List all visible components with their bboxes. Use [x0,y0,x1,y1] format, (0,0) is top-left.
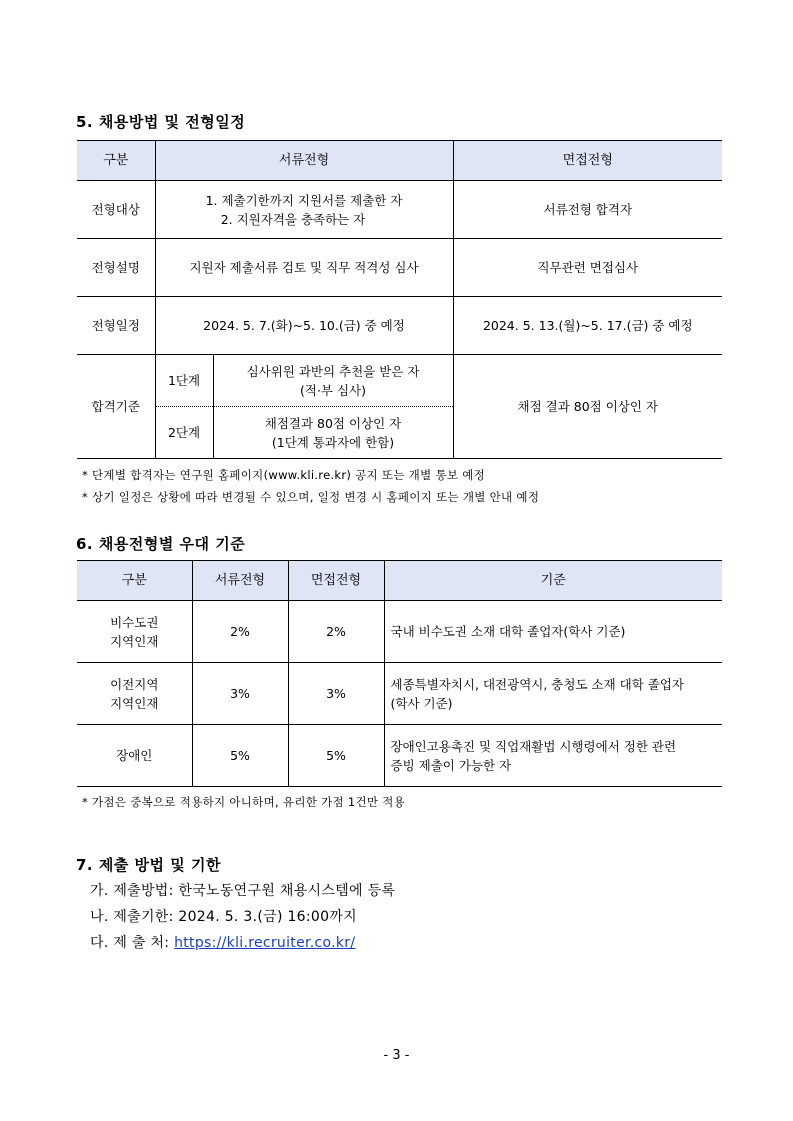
target-item-1: 1. 제출기한까지 지원서를 제출한 자 [205,192,403,208]
table-row [77,297,722,355]
note-2: * 상기 일정은 상황에 따라 변경될 수 있으며, 일정 변경 시 홈페이지 또는 개별 안내 예정 [82,490,540,504]
section-5-title: 5. 채용방법 및 전형일정 [76,113,246,131]
stage-1-line-2: (적·부 심사) [300,382,367,398]
row-label-line-1: 비수도권 [110,614,159,630]
stage-2-label: 2단계 [155,407,213,459]
stage-1-label: 1단계 [155,355,213,407]
table-row [77,663,722,725]
schedule-document-cell: 2024. 5. 7.(화)~5. 10.(금) 중 예정 [155,297,453,355]
header-document-screening: 서류전형 [155,141,453,181]
row-label-line-1: 이전지역 [110,676,159,692]
submission-place [90,932,355,952]
criteria-line-1: 장애인고용촉진 및 직업재활법 시행령에서 정한 관련 [390,738,677,754]
doc-bonus: 2% [192,601,288,663]
header-interview: 면접전형 [453,141,722,181]
target-interview-cell: 서류전형 합격자 [453,181,722,239]
criteria-cell [384,663,722,725]
submission-method: 가. 제출방법: 한국노동연구원 채용시스템에 등록 [90,883,396,899]
row-label [77,601,192,663]
row-label-line-1: 장애인 [116,748,153,763]
table-header-row [77,561,722,601]
table-row [77,355,722,407]
stage-2-criteria [213,407,453,459]
row-label [77,725,192,787]
row-label-criteria: 합격기준 [77,355,155,459]
row-label [77,663,192,725]
stage-2-line-1: 채점결과 80점 이상인 자 [264,415,402,431]
stage-1-criteria [213,355,453,407]
stage-2-line-2: (1단계 통과자에 한함) [271,434,395,450]
desc-document-cell: 지원자 제출서류 검토 및 직무 적격성 심사 [155,239,453,297]
row-label-schedule: 전형일정 [77,297,155,355]
recruitment-schedule-table [77,140,722,459]
schedule-interview-cell: 2024. 5. 13.(월)~5. 17.(금) 중 예정 [453,297,722,355]
criteria-cell [384,601,722,663]
doc-bonus: 5% [192,725,288,787]
table-row [77,239,722,297]
criteria-line-1: 국내 비수도권 소재 대학 졸업자(학사 기준) [390,624,626,639]
doc-bonus: 3% [192,663,288,725]
row-label-line-2: 지역인재 [110,633,159,649]
table-row [77,601,722,663]
header-category: 구분 [77,141,155,181]
desc-interview-cell: 직무관련 면접심사 [453,239,722,297]
header-interview: 면접전형 [288,561,384,601]
section-6-title: 6. 채용전형별 우대 기준 [76,535,246,553]
header-category: 구분 [77,561,192,601]
interview-bonus: 5% [288,725,384,787]
stage-1-line-1: 심사위원 과반의 추천을 받은 자 [246,363,420,379]
row-label-desc: 전형설명 [77,239,155,297]
interview-bonus: 2% [288,601,384,663]
table-row [77,725,722,787]
page-number: - 3 - [383,1048,410,1063]
section-7-title: 7. 제출 방법 및 기한 [76,856,221,874]
header-document-screening: 서류전형 [192,561,288,601]
submission-deadline: 나. 제출기한: 2024. 5. 3.(금) 16:00까지 [90,909,357,925]
submission-link[interactable]: https://kli.recruiter.co.kr/ [174,935,356,951]
criteria-line-1: 세종특별자치시, 대전광역시, 충청도 소재 대학 졸업자 [390,676,684,692]
row-label-target: 전형대상 [77,181,155,239]
target-document-cell [155,181,453,239]
table-header-row [77,141,722,181]
criteria-interview-cell: 채점 결과 80점 이상인 자 [453,355,722,459]
interview-bonus: 3% [288,663,384,725]
table-row [77,181,722,239]
note-3: * 가점은 중복으로 적용하지 아니하며, 유리한 가점 1건만 적용 [82,795,406,809]
criteria-line-2: 증빙 제출이 가능한 자 [390,757,512,773]
header-criteria: 기준 [384,561,722,601]
row-label-line-2: 지역인재 [110,695,159,711]
submission-place-label: 다. 제 출 처: [90,935,175,951]
target-item-2: 2. 지원자격을 충족하는 자 [220,211,366,227]
note-1: * 단계별 합격자는 연구원 홈페이지(www.kli.re.kr) 공지 또는 개별 통보 예정 [82,468,486,482]
preference-table [77,560,722,787]
criteria-line-2: (학사 기준) [390,695,453,711]
criteria-cell [384,725,722,787]
